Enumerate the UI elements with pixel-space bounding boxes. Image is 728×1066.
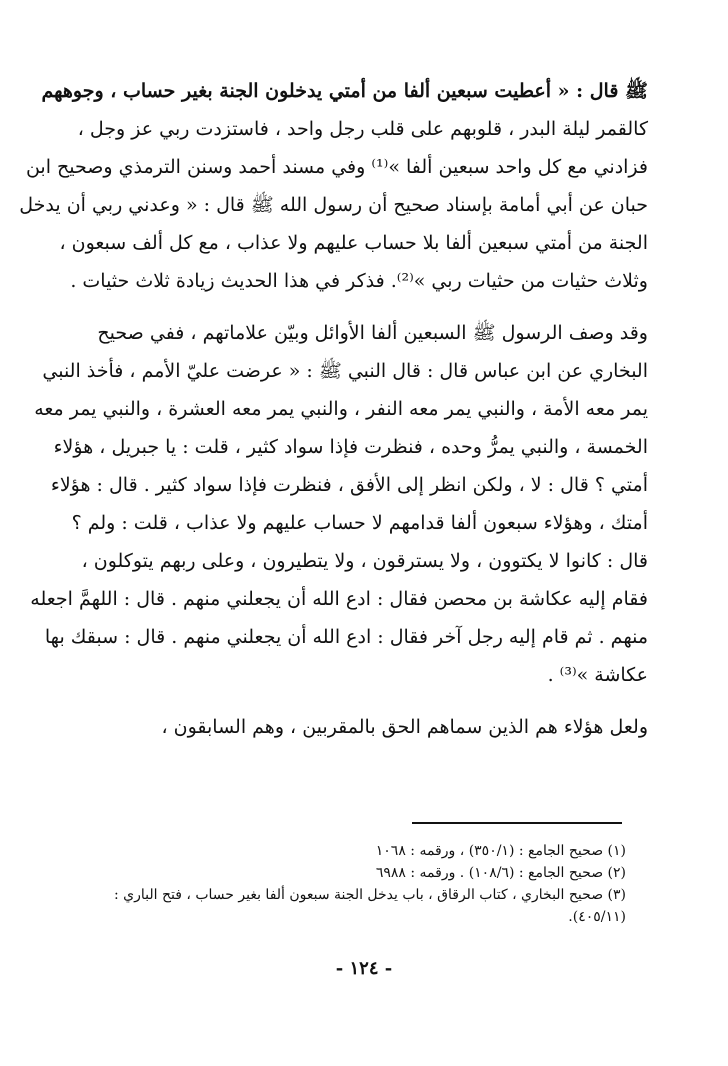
- paragraph-gap: [68, 694, 648, 708]
- footnotes: [46, 840, 626, 928]
- footnote-line: (١) صحيح الجامع : (٣٥٠/١) ، ورقمه : ١٠٦٨: [375, 843, 626, 859]
- paragraph-gap: [68, 300, 648, 314]
- text-line: وقد وصف الرسول ﷺ السبعين ألفا الأوائل وبيّن علاماتهم ، ففي صحيح: [97, 322, 648, 344]
- text-line: الخمسة ، والنبي يمرُّ وحده ، فنظرت فإذا سواد كثير ، قلت : يا جبريل ، هؤلاء: [53, 436, 648, 458]
- page-number: - ١٢٤ -: [335, 958, 393, 979]
- text-line: وثلاث حثيات من حثيات ربي »⁽²⁾. فذكر في هذا الحديث زيادة ثلاث حثيات .: [70, 270, 648, 292]
- text-line: يمر معه الأمة ، والنبي يمر معه النفر ، والنبي يمر معه العشرة ، والنبي يمر معه: [34, 398, 648, 420]
- text-line: كالقمر ليلة البدر ، قلوبهم على قلب رجل واحد ، فاستزدت ربي عز وجل ،: [77, 118, 648, 140]
- text-line: أمتي ؟ قال : لا ، ولكن انظر إلى الأفق ، فنظرت فإذا سواد كثير . قال : هؤلاء: [50, 474, 648, 496]
- footnote-line: (٣) صحيح البخاري ، كتاب الرقاق ، باب يدخل الجنة سبعون ألفا بغير حساب ، فتح الباري :: [113, 887, 626, 903]
- text-line: منهم . ثم قام إليه رجل آخر فقال : ادع الله أن يجعلني منهم . قال : سبقك بها: [44, 626, 648, 648]
- text-line: أمتك ، وهؤلاء سبعون ألفا قدامهم لا حساب عليهم ولا عذاب ، قلت : ولم ؟: [71, 512, 648, 534]
- text-line: ﷺ قال : « أعطيت سبعين ألفا من أمتي يدخلون الجنة بغير حساب ، وجوههم: [41, 80, 648, 102]
- footnote-separator: [412, 822, 622, 824]
- text-line: الجنة من أمتي سبعين ألفا بلا حساب عليهم ولا عذاب ، مع كل ألف سبعون ،: [59, 232, 648, 254]
- text-line: قال : كانوا لا يكتوون ، ولا يسترقون ، ولا يتطيرون ، وعلى ربهم يتوكلون ،: [81, 550, 648, 572]
- text-line: البخاري عن ابن عباس قال : قال النبي ﷺ : « عرضت عليّ الأمم ، فأخذ النبي: [42, 360, 648, 382]
- text-line: فقام إليه عكاشة بن محصن فقال : ادع الله أن يجعلني منهم . قال : اللهمَّ اجعله: [30, 588, 648, 610]
- text-line: فزادني مع كل واحد سبعين ألفا »⁽¹⁾ وفي مسند أحمد وسنن الترمذي وصحيح ابن: [25, 156, 648, 178]
- footnote-line: (٢) صحيح الجامع : (١٠٨/٦) . ورقمه : ٦٩٨٨: [375, 865, 626, 881]
- main-text: [19, 72, 648, 746]
- footnote-line: (٤٠٥/١١).: [568, 909, 626, 925]
- text-line: عكاشة »⁽³⁾ .: [547, 664, 648, 686]
- text-line: حبان عن أبي أمامة بإسناد صحيح أن رسول الله ﷺ قال : « وعدني ربي أن يدخل: [19, 194, 648, 216]
- text-line: ولعل هؤلاء هم الذين سماهم الحق بالمقربين ، وهم السابقون ،: [161, 716, 648, 738]
